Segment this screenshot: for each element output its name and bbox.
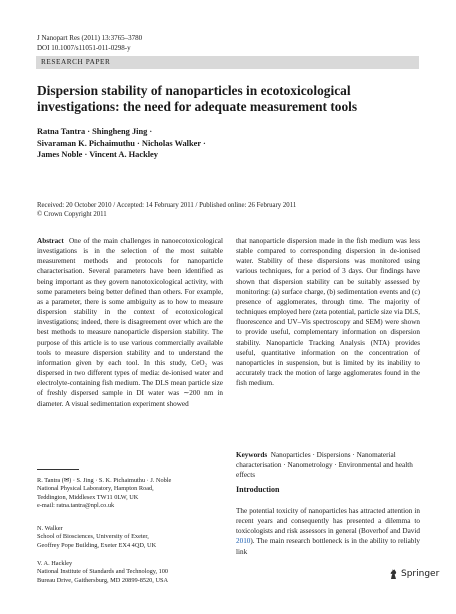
affiliation-block xyxy=(37,560,227,585)
introduction-heading: Introduction xyxy=(236,485,280,494)
abstract-text-left: One of the main challenges in nanoecotoxicological investigations is in the selection of the most suitable measurement methods and protocols for nanoparticle characterisation. Several parameters have been identified as being important as they govern nanotoxicological activity, with some parameters being better defined than others. For example, as a parameter, there is some ambiguity as to how to measure dispersion stability in the context of ecotoxicological investigations; indeed, there is disagreement over which are the best methods to measure nanoparticle dispersion stability. The purpose of this article is to use various commercially available tools to measure dispersion stability and to understand the information given by each tool. In this study, CeO₂ was dispersed in two different types of media: de-ionised water and electrolyte-containing fish medium. The DLS mean particle size of freshly dispersed sample in DI water was ∼200 nm in diameter. A visual sedimentation experiment showed xyxy=(37,237,223,408)
author-line: James Noble · Vincent A. Hackley xyxy=(37,150,158,160)
abstract-text-right: that nanoparticle dispersion made in the fish medium was less stable compared to corresponding dispersion in de-ionised water. Stability of these dispersions was monitored using various techniques, for a period of 3 days. Our findings have shown that dispersion stability can be suitably assessed by monitoring: (a) surface charge, (b) sedimentation events and (c) presence of agglomerates, through time. The majority of techniques employed here (zeta potential, particle size via DLS, fluorescence and UV–Vis spectroscopy and SEM) were shown to provide useful, complementary information on dispersion stability. Nanoparticle Tracking Analysis (NTA) provides useful, quantitative information on the concentration of nanoparticles in suspension, but is limited by its inability to accurately track the motion of large agglomerates found in the fish medium. xyxy=(236,237,420,388)
publisher-logo xyxy=(388,568,439,580)
abstract-right-column xyxy=(236,236,420,388)
email-link[interactable]: e-mail: ratna.tantra@npl.co.uk xyxy=(37,501,115,509)
affiliation-block xyxy=(37,477,227,510)
affiliation-line: R. Tantra (✉) · S. Jing · S. K. Pichaimuthu · J. Noble xyxy=(37,477,172,484)
journal-header xyxy=(37,33,142,53)
section-label: RESEARCH PAPER xyxy=(36,56,419,69)
abstract-label: Abstract xyxy=(37,237,64,245)
publication-dates xyxy=(37,202,427,219)
affiliation-line: National Physical Laboratory, Hampton Road, xyxy=(37,485,154,493)
keywords-block xyxy=(236,450,420,480)
paper-title: Dispersion stability of nanoparticles in ecotoxicological investigations: the need for adequate measurement tools xyxy=(37,83,358,114)
affiliation-line: V. A. Hackley xyxy=(37,560,73,567)
author-list xyxy=(37,126,427,161)
introduction-text xyxy=(236,506,420,557)
author-line: Ratna Tantra · Shingheng Jing · xyxy=(37,127,153,136)
affiliation-line: Bureau Drive, Gaithersburg, MD 20899-8520, USA xyxy=(37,576,169,584)
abstract-left-column xyxy=(37,236,223,409)
affiliation-line: N. Walker xyxy=(37,525,63,532)
affiliation-line: National Institute of Standards and Technology, 100 xyxy=(37,568,169,576)
keywords-text: Nanoparticles · Dispersions · Nanomaterial characterisation · Nanometrology · Environmental and health effects xyxy=(236,451,413,480)
doi-line: DOI 10.1007/s11051-011-0298-y xyxy=(37,44,131,52)
date-history: Received: 20 October 2010 / Accepted: 14 February 2011 / Published online: 26 February 2011 xyxy=(37,202,297,209)
affiliation-line: School of Biosciences, University of Exeter, xyxy=(37,533,149,541)
intro-text-part: ). The main research bottleneck is in the ability to reliably link xyxy=(236,537,420,556)
affiliation-line: Geoffrey Pope Building, Exeter EX4 4QD, UK xyxy=(37,541,157,549)
journal-citation: J Nanopart Res (2011) 13:3765–3780 xyxy=(37,34,143,42)
affiliation-line: Teddington, Middlesex TW11 0LW, UK xyxy=(37,493,139,501)
springer-knight-icon xyxy=(388,568,398,580)
keywords-label: Keywords xyxy=(236,451,268,459)
copyright-line: © Crown Copyright 2011 xyxy=(37,210,107,218)
citation-link[interactable]: 2010 xyxy=(236,537,251,546)
affiliation-block xyxy=(37,525,227,550)
intro-text-part: The potential toxicity of nanoparticles has attracted attention in recent years and consequently has presented a dilemma to toxicologists and risk assessors in general (Boverhof and David xyxy=(236,507,420,536)
author-line: Sivaraman K. Pichaimuthu · Nicholas Walker · xyxy=(37,138,206,148)
footnote-divider xyxy=(37,469,79,470)
publisher-name: Springer xyxy=(401,569,440,579)
